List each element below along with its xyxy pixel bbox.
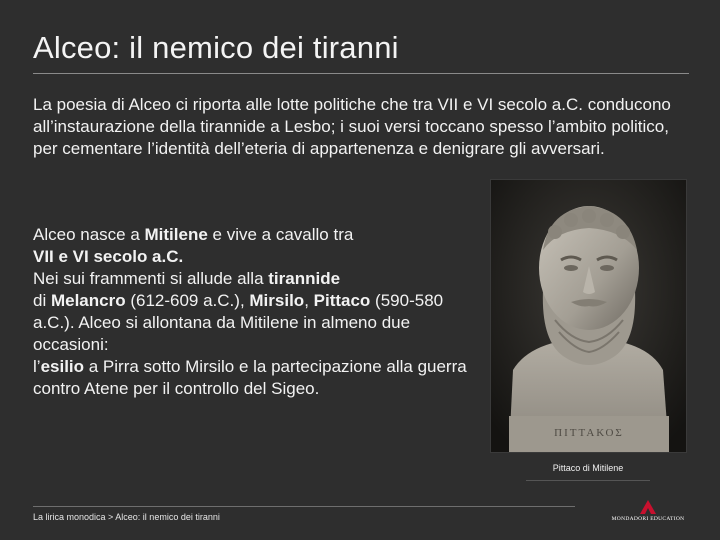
bio-paragraph	[33, 224, 483, 400]
bust-illustration	[491, 180, 686, 452]
bio-highlight-mirsilo: Mirsilo	[249, 291, 305, 310]
title-divider	[33, 73, 689, 74]
bio-birth: Alceo nasce a Mitilene e vive a cavallo tra VII e VI secolo a.C.	[33, 225, 354, 266]
bust-inscription: ΠΙΤΤΑΚΟΣ	[554, 427, 624, 439]
publisher-name: MONDADORI EDUCATION	[611, 516, 685, 522]
intro-paragraph	[33, 94, 698, 160]
bio-highlight-tirannide: tirannide	[268, 269, 341, 288]
bio-highlight-esilio: esilio	[40, 357, 85, 376]
mondadori-logo-icon	[640, 500, 656, 514]
bio-highlight-pittaco: Pittaco	[313, 291, 371, 310]
bio-exile: l’esilio a Pirra sotto Mirsilo e la partecipazione alla guerra contro Atene per il controllo del Sigeo.	[33, 357, 467, 398]
image-caption: Pittaco di Mitilene	[552, 463, 624, 473]
bio-highlight-century: VII e VI secolo a.C.	[33, 247, 184, 266]
pittacus-bust-image	[490, 179, 687, 453]
bio-highlight-mitilene: Mitilene	[144, 225, 208, 244]
publisher-logo	[594, 500, 702, 530]
intro-text: La poesia di Alceo ci riporta alle lotte politiche che tra VII e VI secolo a.C. conducono all’instaurazione della tirannide a Lesbo; i suoi versi toccano spesso l’ambito politico, per cementare l’identità dell’eteria di appartenenza e denigrare gli avversari.	[33, 95, 671, 158]
footer-divider	[33, 506, 575, 507]
slide-title: Alceo: il nemico dei tiranni	[33, 30, 399, 65]
bio-highlight-melancro: Melancro	[50, 291, 126, 310]
bio-tyrants: Nei sui frammenti si allude alla tirannide di Melancro (612-609 a.C.), Mirsilo, Pittaco (590-580 a.C.). Alceo si allontana da Mitilene in almeno due occasioni:	[33, 269, 444, 354]
caption-divider	[526, 480, 650, 481]
footer-breadcrumb: La lirica monodica > Alceo: il nemico dei tiranni	[33, 512, 220, 522]
